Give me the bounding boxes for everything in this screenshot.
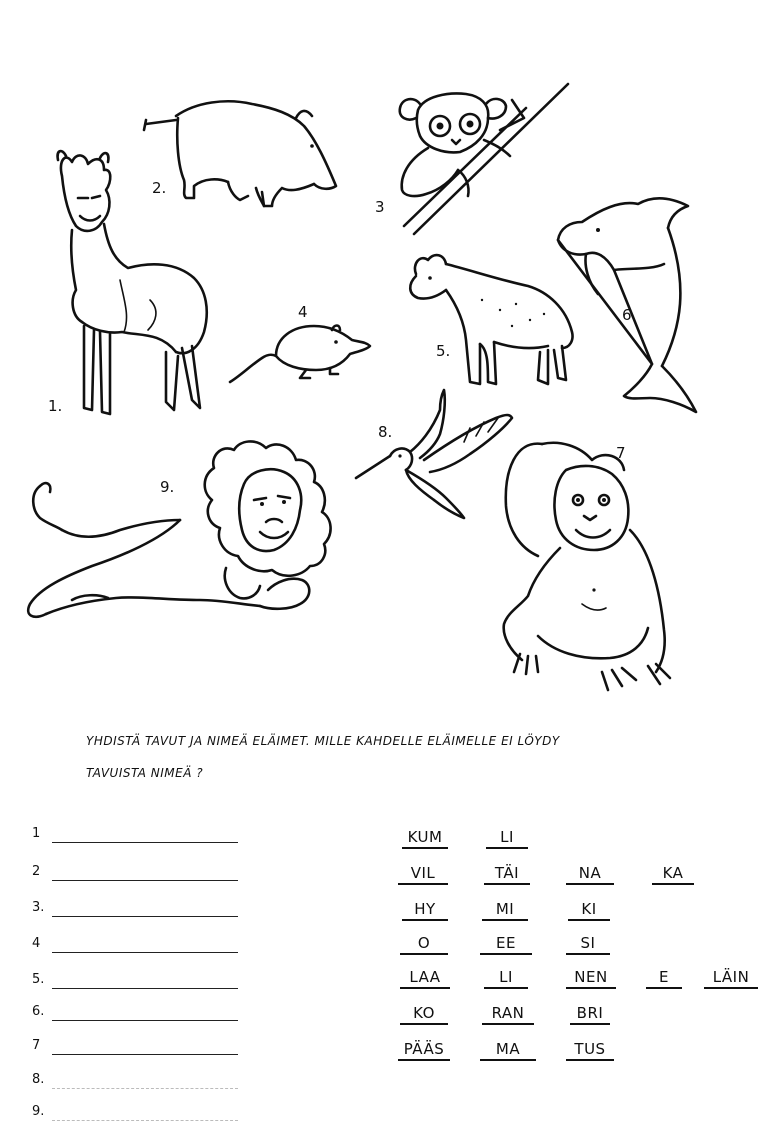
- hummingbird-drawing: [356, 390, 512, 518]
- instruction-line-2: TAVUISTA NIMEÄ ?: [86, 766, 204, 780]
- answer-blank[interactable]: [52, 988, 238, 989]
- answer-row: [28, 936, 238, 960]
- tarsier-drawing: [400, 84, 568, 234]
- answer-row: [28, 1004, 238, 1028]
- syllable: HY: [402, 900, 448, 921]
- answer-row: [28, 900, 238, 924]
- answer-number: 7: [32, 1038, 41, 1053]
- answer-row: [28, 1072, 238, 1096]
- animal-label-6: 6: [622, 306, 632, 324]
- answer-blank[interactable]: [52, 842, 238, 843]
- hyena-drawing: [410, 255, 572, 384]
- syllable: NEN: [566, 968, 616, 989]
- monkey-drawing: [504, 443, 670, 690]
- answer-row: [28, 1104, 238, 1128]
- boar-drawing: [144, 101, 336, 206]
- answer-blank[interactable]: [52, 1088, 238, 1089]
- animal-label-3: 3: [375, 198, 385, 216]
- syllable-row: [394, 934, 774, 964]
- animal-label-7: 7: [616, 444, 626, 462]
- animal-label-5: 5.: [436, 342, 451, 360]
- syllable: MA: [480, 1040, 536, 1061]
- answer-number: 4: [32, 936, 41, 951]
- answer-number: 3.: [32, 900, 45, 915]
- answer-number: 9.: [32, 1104, 45, 1119]
- answer-number: 2: [32, 864, 41, 879]
- syllable: KI: [568, 900, 610, 921]
- syllable: KO: [400, 1004, 448, 1025]
- syllable-row: [394, 828, 774, 858]
- syllable: TUS: [566, 1040, 614, 1061]
- syllable: E: [646, 968, 682, 989]
- syllable: LI: [484, 968, 528, 989]
- lion-drawing: [28, 441, 330, 616]
- answer-blank[interactable]: [52, 952, 238, 953]
- syllable: MI: [482, 900, 528, 921]
- animal-label-9: 9.: [160, 478, 175, 496]
- answer-blank[interactable]: [52, 1020, 238, 1021]
- answer-row: [28, 826, 238, 850]
- answer-blank[interactable]: [52, 1120, 238, 1121]
- syllable: LI: [486, 828, 528, 849]
- instruction-line-1: YHDISTÄ TAVUT JA NIMEÄ ELÄIMET. MILLE KAHDELLE ELÄIMELLE EI LÖYDY: [86, 734, 560, 748]
- syllable: O: [400, 934, 448, 955]
- syllable: SI: [566, 934, 610, 955]
- syllable: EE: [480, 934, 532, 955]
- animal-label-8: 8.: [378, 423, 393, 441]
- syllable: LAA: [400, 968, 450, 989]
- syllable-row: [394, 864, 774, 894]
- answer-number: 6.: [32, 1004, 45, 1019]
- syllable: LÄIN: [704, 968, 758, 989]
- syllable: KUM: [402, 828, 448, 849]
- animal-label-4: 4: [298, 303, 308, 321]
- syllable: VIL: [398, 864, 448, 885]
- answer-row: [28, 1038, 238, 1062]
- syllable-row: [394, 1040, 774, 1070]
- shrew-drawing: [230, 326, 370, 383]
- syllable: RAN: [482, 1004, 534, 1025]
- answer-number: 1: [32, 826, 41, 841]
- syllable: KA: [652, 864, 694, 885]
- answer-blank[interactable]: [52, 1054, 238, 1055]
- answer-blank[interactable]: [52, 880, 238, 881]
- answer-number: 8.: [32, 1072, 45, 1087]
- animal-label-1: 1.: [48, 397, 63, 415]
- syllable-row: [394, 900, 774, 930]
- syllable: PÄÄS: [398, 1040, 450, 1061]
- answer-row: [28, 864, 238, 888]
- answer-row: [28, 972, 238, 996]
- syllable-row: [394, 968, 774, 998]
- syllable: TÄI: [484, 864, 530, 885]
- answer-number: 5.: [32, 972, 45, 987]
- syllable-row: [394, 1004, 774, 1034]
- answer-blank[interactable]: [52, 916, 238, 917]
- syllable: NA: [566, 864, 614, 885]
- animal-label-2: 2.: [152, 179, 167, 197]
- syllable: BRI: [570, 1004, 610, 1025]
